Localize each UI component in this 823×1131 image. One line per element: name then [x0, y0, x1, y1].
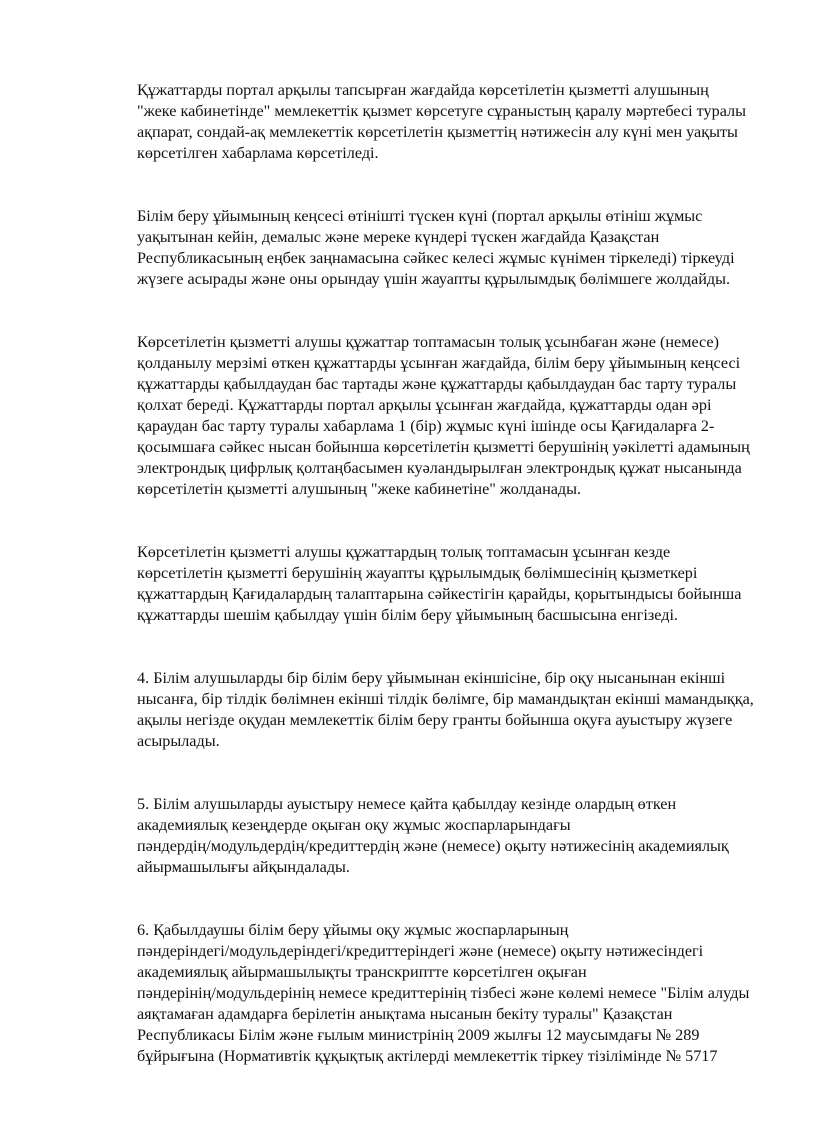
paragraph-line: Көрсетілетін қызметті алушы құжаттардың толық топтамасын ұсынған кезде	[137, 543, 671, 561]
paragraph-6	[113, 794, 763, 878]
paragraph-line: көрсетілген хабарлама көрсетіледі.	[137, 144, 379, 162]
paragraph-line: 5. Білім алушыларды ауыстыру немесе қайта қабылдау кезінде олардың өткен	[137, 795, 677, 813]
paragraph-line: бұйрығына (Нормативтік құқықтық актілерді мемлекеттік тіркеу тізілімінде № 5717	[137, 1047, 718, 1065]
paragraph-line: электрондық цифрлық қолтаңбасымен куәландырылған электрондық құжат нысанында	[137, 459, 742, 477]
paragraph-1	[113, 80, 763, 164]
paragraph-3	[113, 332, 763, 500]
paragraph-line: пәндердің/модульдердің/кредиттердің және (немесе) оқыту нәтижесінің академиялық	[137, 837, 729, 855]
paragraph-line: қолданылу мерзімі өткен құжаттарды ұсынған жағдайда, білім беру ұйымының кеңсесі	[137, 354, 741, 372]
paragraph-line: құжаттарды қабылдаудан бас тартады және құжаттарды қабылдаудан бас тарту туралы	[137, 375, 737, 393]
paragraph-line: Құжаттарды портал арқылы тапсырған жағдайда көрсетілетін қызметті алушының	[137, 81, 709, 99]
paragraph-line: қосымшаға сәйкес нысан бойынша көрсетілетін қызметті берушінің уәкілетті адамының	[137, 438, 750, 456]
paragraph-line: Республикасы Білім және ғылым министрінің 2009 жылғы 12 маусымдағы № 289	[137, 1026, 700, 1044]
paragraph-line: аяқтамаған адамдарға берілетін анықтама нысанын бекіту туралы" Қазақстан	[137, 1005, 673, 1023]
paragraph-7	[113, 920, 763, 1067]
paragraph-line: нысанға, бір тілдік бөлімнен екінші тілдік бөлімге, бір мамандықтан екінші мамандыққа,	[137, 690, 754, 708]
paragraph-line: 6. Қабылдаушы білім беру ұйымы оқу жұмыс жоспарларының	[137, 921, 569, 939]
paragraph-line: "жеке кабинетінде" мемлекеттік қызмет көрсетуге сұраныстың қаралу мәртебесі туралы	[137, 102, 747, 120]
paragraph-line: уақытынан кейін, демалыс және мереке күндері түскен жағдайда Қазақстан	[137, 228, 660, 246]
paragraph-line: ақылы негізде оқудан мемлекеттік білім беру гранты бойынша оқуға ауыстыру жүзеге	[137, 711, 733, 729]
paragraph-line: ақпарат, сондай-ақ мемлекеттік көрсетілетін қызметтің нәтижесін алу күні мен уақыты	[137, 123, 738, 141]
paragraph-line: қолхат береді. Құжаттарды портал арқылы ұсынған жағдайда, құжаттарды одан әрі	[137, 396, 712, 414]
paragraph-line: пәндеріндегі/модульдеріндегі/кредиттеріндегі және (немесе) оқыту нәтижесіндегі	[137, 942, 704, 960]
paragraph-4	[113, 542, 763, 626]
paragraph-line: академиялық айырмашылықты транскриптте көрсетілген оқыған	[137, 963, 587, 981]
paragraph-5	[113, 668, 763, 752]
paragraph-line: Білім беру ұйымының кеңсесі өтінішті түскен күні (портал арқылы өтініш жұмыс	[137, 207, 703, 225]
paragraph-line: көрсетілетін қызметті алушының "жеке кабинетіне" жолданады.	[137, 480, 582, 498]
paragraph-line: құжаттарды шешім қабылдау үшін білім беру ұйымының басшысына енгізеді.	[137, 606, 678, 624]
paragraph-line: пәндерінің/модульдерінің немесе кредиттерінің тізбесі және көлемі немесе "Білім алуды	[137, 984, 750, 1002]
paragraph-line: көрсетілетін қызметті берушінің жауапты құрылымдық бөлімшесінің қызметкері	[137, 564, 698, 582]
paragraph-line: жүзеге асырады және оны орындау үшін жауапты құрылымдық бөлімшеге жолдайды.	[137, 270, 731, 288]
paragraph-line: асырылады.	[137, 732, 220, 750]
paragraph-line: 4. Білім алушыларды бір білім беру ұйымынан екіншісіне, бір оқу нысанынан екінші	[137, 669, 726, 687]
paragraph-line: айырмашылығы айқындалады.	[137, 858, 350, 876]
paragraph-line: Республикасының еңбек заңнамасына сәйкес келесі жұмыс күнімен тіркеледі) тіркеуді	[137, 249, 735, 267]
paragraph-line: Көрсетілетін қызметті алушы құжаттар топтамасын толық ұсынбаған және (немесе)	[137, 333, 719, 351]
paragraph-line: қараудан бас тарту туралы хабарлама 1 (бір) жұмыс күні ішінде осы Қағидаларға 2-	[137, 417, 715, 435]
paragraph-line: құжаттардың Қағидалардың талаптарына сәйкестігін қарайды, қорытындысы бойынша	[137, 585, 742, 603]
paragraph-2	[113, 206, 763, 290]
paragraph-line: академиялық кезеңдерде оқыған оқу жұмыс жоспарларындағы	[137, 816, 571, 834]
